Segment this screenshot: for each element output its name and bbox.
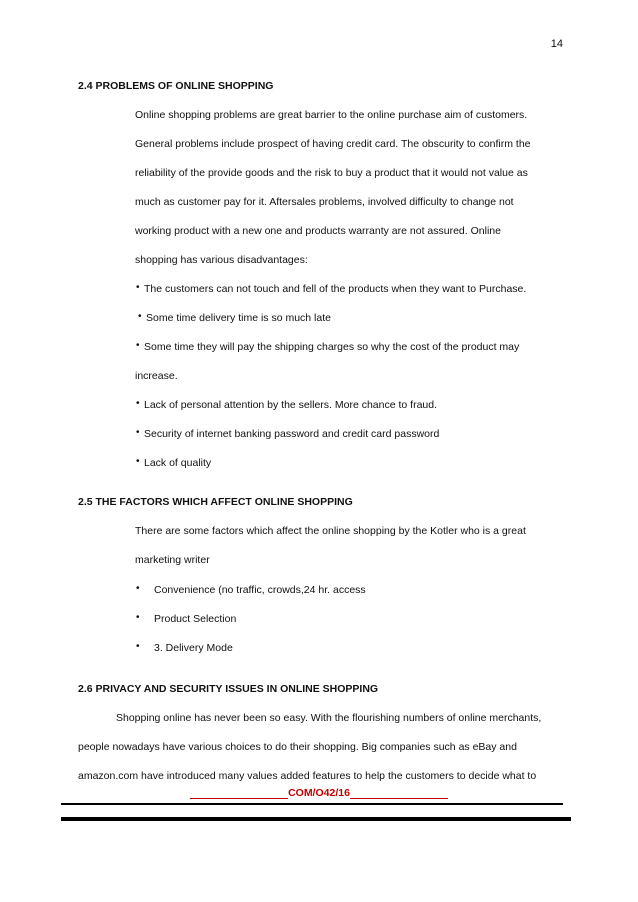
section-heading-2-5: 2.5 THE FACTORS WHICH AFFECT ONLINE SHOPPING bbox=[78, 496, 353, 508]
paragraph-line: Shopping online has never been so easy. With the flourishing numbers of online merchants, bbox=[116, 712, 542, 724]
page-number: 14 bbox=[550, 38, 563, 50]
bullet-item: Convenience (no traffic, crowds,24 hr. access bbox=[154, 584, 366, 596]
footer-code-text: COM/O42/16 bbox=[288, 787, 350, 799]
paragraph-line: working product with a new one and products warranty are not assured. Online bbox=[135, 225, 501, 237]
paragraph-line: General problems include prospect of having credit card. The obscurity to confirm the bbox=[135, 138, 531, 150]
paragraph-line: amazon.com have introduced many values added features to help the customers to decide what to bbox=[78, 770, 537, 782]
paragraph-line: reliability of the provide goods and the risk to buy a product that it would not value as bbox=[135, 167, 528, 179]
bullet-item: Product Selection bbox=[154, 613, 237, 625]
bullet-icon: • bbox=[136, 583, 140, 594]
bullet-continuation: increase. bbox=[135, 370, 178, 382]
bullet-icon: • bbox=[136, 612, 140, 623]
paragraph-line: marketing writer bbox=[135, 554, 210, 566]
paragraph-line: Online shopping problems are great barrier to the online purchase aim of customers. bbox=[135, 109, 528, 121]
paragraph-line: There are some factors which affect the online shopping by the Kotler who is a great bbox=[135, 525, 526, 537]
bullet-icon: • bbox=[136, 641, 140, 652]
bullet-item: Lack of personal attention by the sellers. More chance to fraud. bbox=[144, 399, 438, 411]
paragraph-line: shopping has various disadvantages: bbox=[135, 254, 308, 266]
footer-rule-thin bbox=[61, 803, 563, 805]
bullet-item: 3. Delivery Mode bbox=[154, 642, 233, 654]
bullet-item: Security of internet banking password and credit card password bbox=[144, 428, 440, 440]
footer-code bbox=[0, 787, 638, 799]
paragraph-line: people nowadays have various choices to do their shopping. Big companies such as eBay and bbox=[78, 741, 517, 753]
bullet-icon: • bbox=[136, 456, 140, 467]
paragraph-line: much as customer pay for it. Aftersales problems, involved difficulty to change not bbox=[135, 196, 514, 208]
bullet-icon: • bbox=[136, 340, 140, 351]
bullet-item: Some time they will pay the shipping charges so why the cost of the product may bbox=[144, 341, 520, 353]
bullet-icon: • bbox=[136, 282, 140, 293]
bullet-item: Lack of quality bbox=[144, 457, 212, 469]
footer-rule-thick bbox=[61, 817, 571, 821]
footer-underline-left bbox=[190, 788, 288, 799]
bullet-icon: • bbox=[138, 311, 142, 322]
section-heading-2-4: 2.4 PROBLEMS OF ONLINE SHOPPING bbox=[78, 80, 274, 92]
bullet-item: Some time delivery time is so much late bbox=[146, 312, 331, 324]
bullet-icon: • bbox=[136, 427, 140, 438]
footer-underline-right bbox=[350, 788, 448, 799]
section-heading-2-6: 2.6 PRIVACY AND SECURITY ISSUES IN ONLINE SHOPPING bbox=[78, 683, 379, 695]
bullet-icon: • bbox=[136, 398, 140, 409]
bullet-item: The customers can not touch and fell of the products when they want to Purchase. bbox=[144, 283, 527, 295]
